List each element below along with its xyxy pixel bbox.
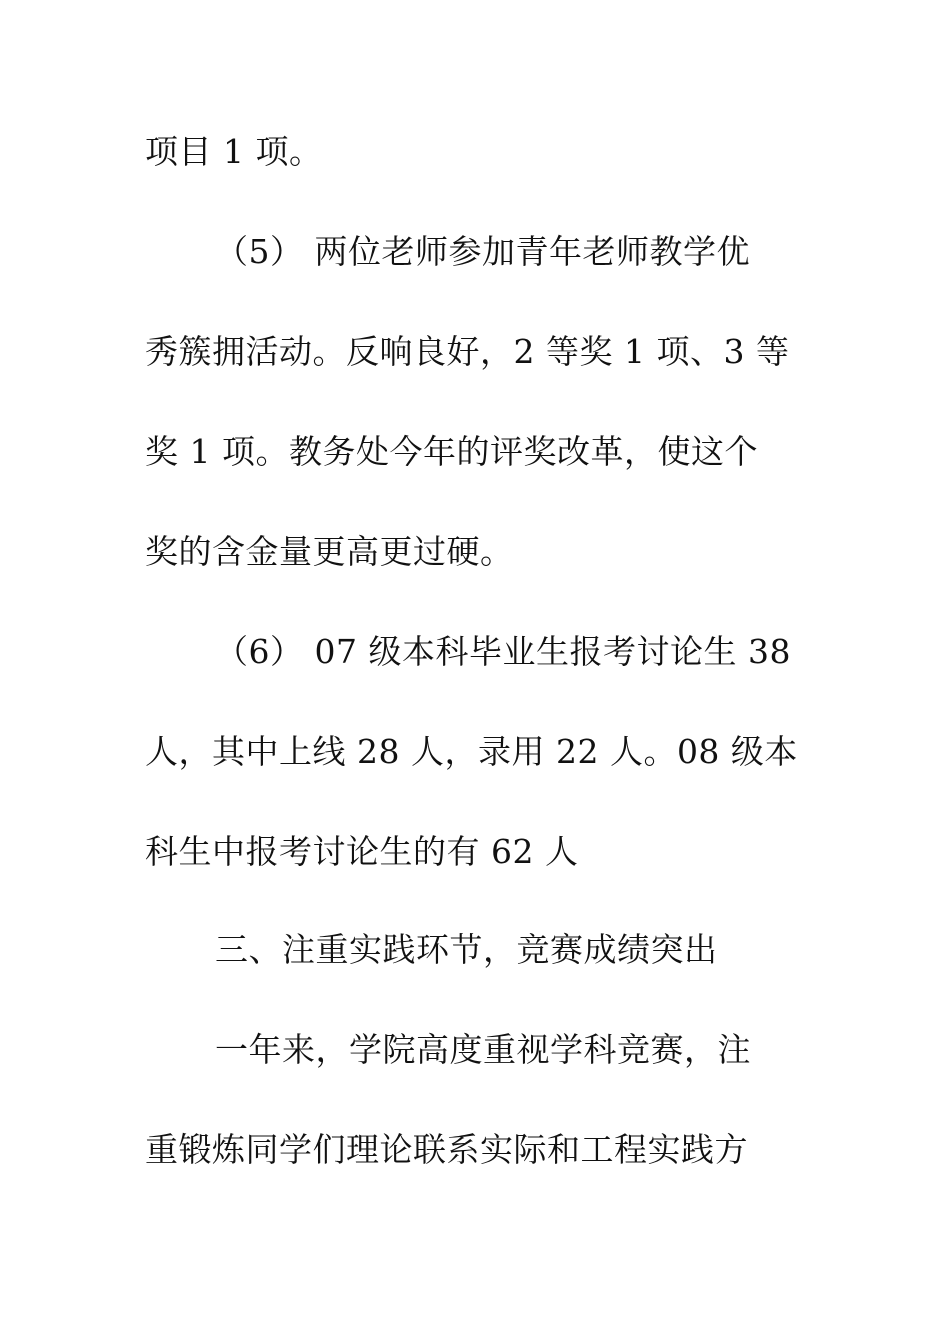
text-line: 一年来，学院高度重视学科竞赛，注 xyxy=(215,1030,751,1069)
text-line: 奖 1 项。教务处今年的评奖改革，使这个 xyxy=(145,432,758,471)
text-line: 秀簇拥活动。反响良好，2 等奖 1 项、3 等 xyxy=(145,332,790,371)
section-heading: 三、注重实践环节，竞赛成绩突出 xyxy=(215,930,718,969)
text-line: 项目 1 项。 xyxy=(145,132,323,171)
text-line: 重锻炼同学们理论联系实际和工程实践方 xyxy=(145,1130,748,1169)
text-line: 奖的含金量更高更过硬。 xyxy=(145,532,514,571)
text-line: （5） 两位老师参加青年老师教学优 xyxy=(215,232,750,271)
text-line: （6） 07 级本科毕业生报考讨论生 38 xyxy=(215,632,791,671)
text-line: 人，其中上线 28 人，录用 22 人。08 级本 xyxy=(145,732,798,771)
text-line: 科生中报考讨论生的有 62 人 xyxy=(145,832,579,871)
